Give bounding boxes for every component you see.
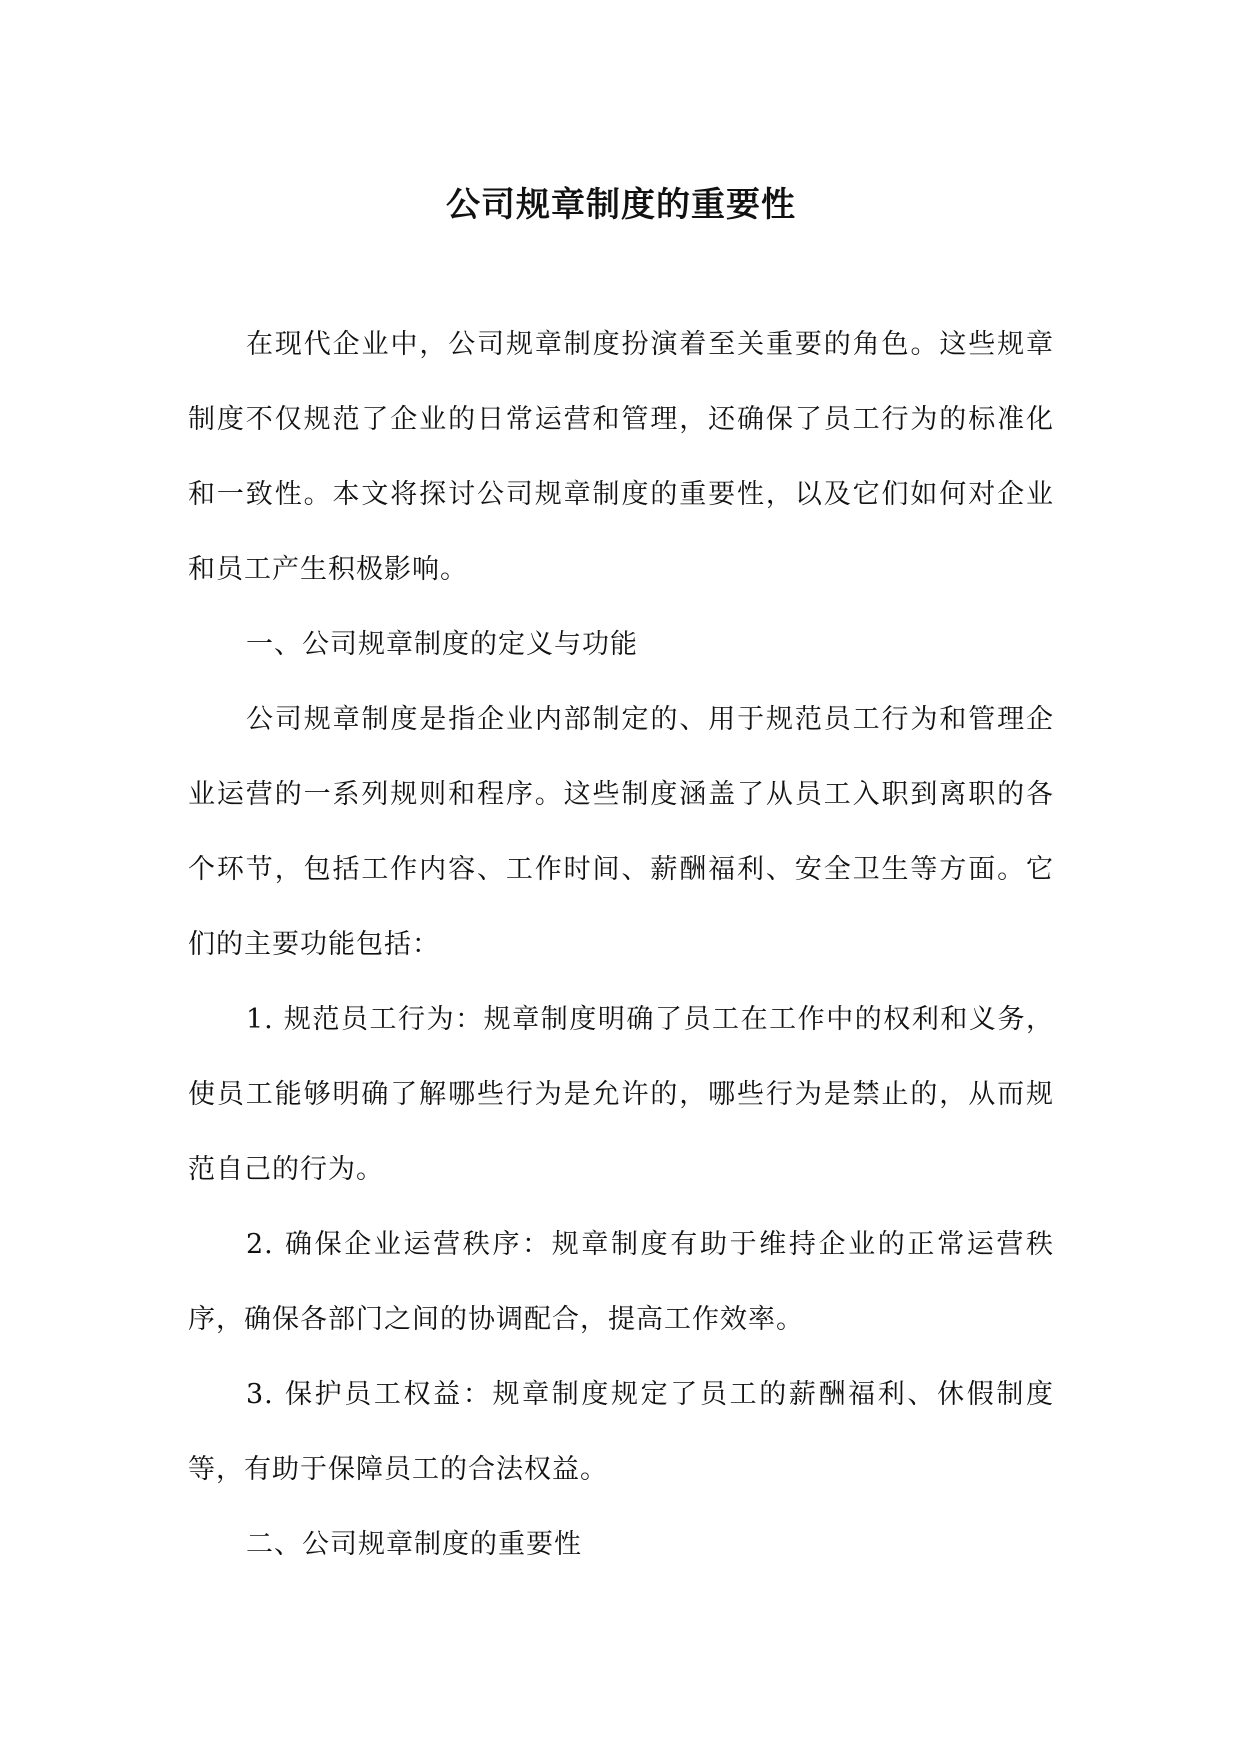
section-1-item-1: 1. 规范员工行为：规章制度明确了员工在工作中的权利和义务，使员工能够明确了解哪些行为是允许的，哪些行为是禁止的，从而规范自己的行为。: [188, 1004, 1054, 1185]
section-1-heading: 一、公司规章制度的定义与功能: [246, 629, 638, 660]
document-body: [188, 307, 1054, 1582]
document-title: 公司规章制度的重要性: [446, 185, 796, 225]
section-1-definition-paragraph: 公司规章制度是指企业内部制定的、用于规范员工行为和管理企业运营的一系列规则和程序。这些制度涵盖了从员工入职到离职的各个环节，包括工作内容、工作时间、薪酬福利、安全卫生等方面。它们的主要功能包括：: [188, 704, 1054, 960]
section-2-heading: 二、公司规章制度的重要性: [246, 1529, 582, 1560]
intro-paragraph: 在现代企业中，公司规章制度扮演着至关重要的角色。这些规章制度不仅规范了企业的日常运营和管理，还确保了员工行为的标准化和一致性。本文将探讨公司规章制度的重要性，以及它们如何对企业和员工产生积极影响。: [188, 329, 1054, 585]
section-1-item-3: 3. 保护员工权益：规章制度规定了员工的薪酬福利、休假制度等，有助于保障员工的合法权益。: [188, 1379, 1054, 1485]
section-1-item-2: 2. 确保企业运营秩序：规章制度有助于维持企业的正常运营秩序，确保各部门之间的协调配合，提高工作效率。: [188, 1229, 1054, 1335]
